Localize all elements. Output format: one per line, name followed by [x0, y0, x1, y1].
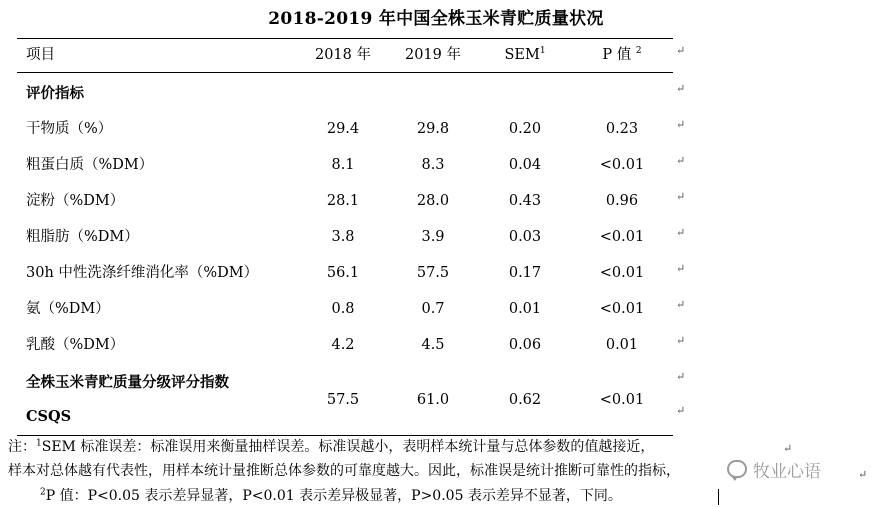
row-name: 乳酸（%DM）: [26, 337, 125, 353]
row-2019: 8.3: [421, 157, 445, 173]
csqs-row: [17, 369, 673, 431]
csqs-name-line2: CSQS: [26, 408, 72, 425]
row-sem: 0.20: [508, 121, 542, 137]
paragraph-mark: ↵: [676, 334, 686, 347]
csqs-p-value: <0.01: [599, 392, 645, 408]
row-2019: 29.8: [416, 121, 450, 137]
table-row: [17, 151, 673, 179]
csqs-name-line1: 全株玉米青贮质量分级评分指数: [26, 374, 229, 391]
table-row: [17, 259, 673, 287]
row-p-value: 0.23: [605, 121, 639, 137]
header-sem: SEM$^1$: [504, 46, 546, 63]
section-label-row: [17, 80, 673, 108]
section-label: 评价指标: [26, 85, 84, 102]
row-p-value: <0.01: [599, 301, 645, 317]
note-1-line-1: 注：$^1$SEM 标准误差：标准误用来衡量抽样误差。标准误越小，表明样本统计量与总体参数的值越接近，: [8, 438, 655, 455]
paragraph-mark: ↵: [783, 442, 793, 455]
paragraph-mark: ↵: [858, 468, 868, 481]
header-2018: 2018 年: [314, 47, 371, 63]
row-sem: 0.06: [508, 337, 542, 353]
row-p-value: 0.01: [605, 337, 639, 353]
row-p-value: <0.01: [599, 229, 645, 245]
table-row: [17, 223, 673, 251]
row-2019: 4.5: [421, 337, 445, 353]
table-top-rule: [17, 38, 673, 39]
note-1-line-2: 样本对总体越有代表性，用样本统计量推断总体参数的可靠度越大。因此，标准误是统计推断可靠性的指标，: [8, 463, 680, 479]
watermark: [727, 457, 821, 481]
row-name: 30h 中性洗涤纤维消化率（%DM）: [26, 265, 259, 281]
table-row: [17, 331, 673, 359]
row-name: 粗脂肪（%DM）: [26, 229, 139, 245]
paragraph-mark: ↵: [676, 154, 686, 167]
row-name: 氨（%DM）: [26, 301, 110, 317]
header-2019: 2019 年: [404, 47, 461, 63]
paragraph-mark: ↵: [676, 298, 686, 311]
row-2019: 0.7: [421, 301, 445, 317]
csqs-2018: 57.5: [326, 392, 360, 408]
row-2019: 57.5: [416, 265, 450, 281]
row-2018: 56.1: [326, 265, 360, 281]
table-title: 2018-2019 年中国全株玉米青贮质量状况: [268, 9, 604, 29]
paragraph-mark: ↵: [676, 190, 686, 203]
row-2018: 8.1: [331, 157, 355, 173]
row-p-value: 0.96: [605, 193, 639, 209]
row-sem: 0.01: [508, 301, 542, 317]
paragraph-mark: ↵: [676, 370, 686, 383]
row-sem: 0.04: [508, 157, 542, 173]
row-sem: 0.03: [508, 229, 542, 245]
row-sem: 0.17: [508, 265, 542, 281]
paragraph-mark: ↵: [676, 226, 686, 239]
table-row: [17, 295, 673, 323]
header-p-value: P 值 $^2$: [602, 46, 642, 63]
table-row: [17, 115, 673, 143]
row-name: 淀粉（%DM）: [26, 193, 125, 209]
row-2018: 3.8: [331, 229, 355, 245]
paragraph-mark: ↵: [676, 82, 686, 95]
chat-bubble-icon: [727, 460, 747, 478]
table-header-rule: [17, 72, 673, 73]
watermark-text: 牧业心语: [753, 461, 821, 482]
row-2018: 29.4: [326, 121, 360, 137]
text-cursor: [718, 489, 719, 505]
row-name: 干物质（%）: [26, 121, 113, 137]
row-2019: 3.9: [421, 229, 445, 245]
note-2: $^2$P 值：P<0.05 表示差异显著，P<0.01 表示差异极显著，P>0.05 表示差异不显著，下同。: [40, 487, 622, 504]
paragraph-mark: ↵: [676, 262, 686, 275]
row-2018: 28.1: [326, 193, 360, 209]
table-bottom-rule: [17, 435, 673, 436]
row-p-value: <0.01: [599, 157, 645, 173]
row-sem: 0.43: [508, 193, 542, 209]
paragraph-mark: ↵: [676, 404, 686, 417]
row-2018: 0.8: [331, 301, 355, 317]
row-2019: 28.0: [416, 193, 450, 209]
row-name: 粗蛋白质（%DM）: [26, 157, 154, 173]
table-row: [17, 187, 673, 215]
table-header-row: [17, 41, 673, 69]
row-p-value: <0.01: [599, 265, 645, 281]
paragraph-mark: ↵: [676, 118, 686, 131]
csqs-sem: 0.62: [508, 392, 542, 408]
header-item: 项目: [26, 47, 55, 63]
csqs-2019: 61.0: [416, 392, 450, 408]
row-2018: 4.2: [331, 337, 355, 353]
paragraph-mark: ↵: [676, 44, 686, 57]
